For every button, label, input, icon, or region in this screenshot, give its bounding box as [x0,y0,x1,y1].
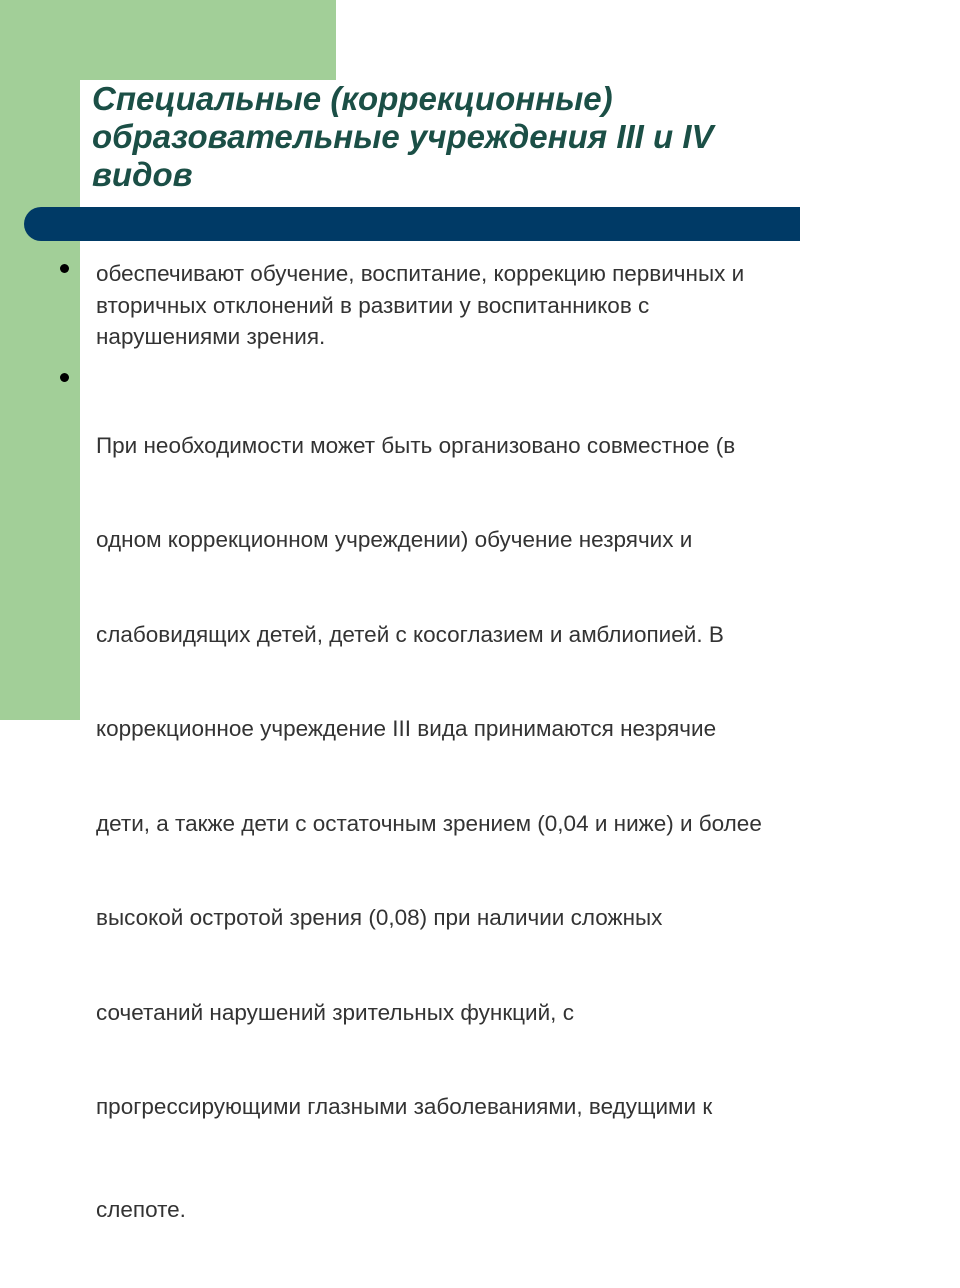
bullet-line: сочетаний нарушений зрительных функций, с [96,997,900,1029]
bullet-line: вторичных отклонений в развитии у воспитанников с [96,290,900,322]
bullet-dot-icon [60,264,69,273]
bullet-text [96,367,900,1288]
slide-title [92,80,852,194]
green-top-block [80,0,336,80]
bullet-line: коррекционное учреждение III вида принимаются незрячие [96,713,900,745]
bullet-item [60,258,900,353]
bullet-line: дети, а также дети с остаточным зрением (0,04 и ниже) и более [96,808,900,840]
bullet-line: одном коррекционном учреждении) обучение незрячих и [96,524,900,556]
bullet-line: слепоте. [96,1194,900,1226]
bullet-line: обеспечивают обучение, воспитание, коррекцию первичных и [96,258,900,290]
bullet-line: слабовидящих детей, детей с косоглазием и амблиопией. В [96,619,900,651]
title-line: образовательные учреждения III и IV [92,118,852,156]
bullet-line: нарушениями зрения. [96,321,900,353]
bullet-line: При необходимости может быть организовано совместное (в [96,430,900,462]
bullet-dot-icon [60,373,69,382]
bullet-item [60,367,900,1288]
bullet-line: высокой остротой зрения (0,08) при наличии сложных [96,902,900,934]
bullet-text [96,258,900,353]
title-line: видов [92,156,852,194]
title-divider-bar [24,207,800,241]
bullet-line: прогрессирующими глазными заболеваниями, ведущими к [96,1091,900,1123]
title-line: Специальные (коррекционные) [92,80,852,118]
bullet-list [60,258,900,1288]
